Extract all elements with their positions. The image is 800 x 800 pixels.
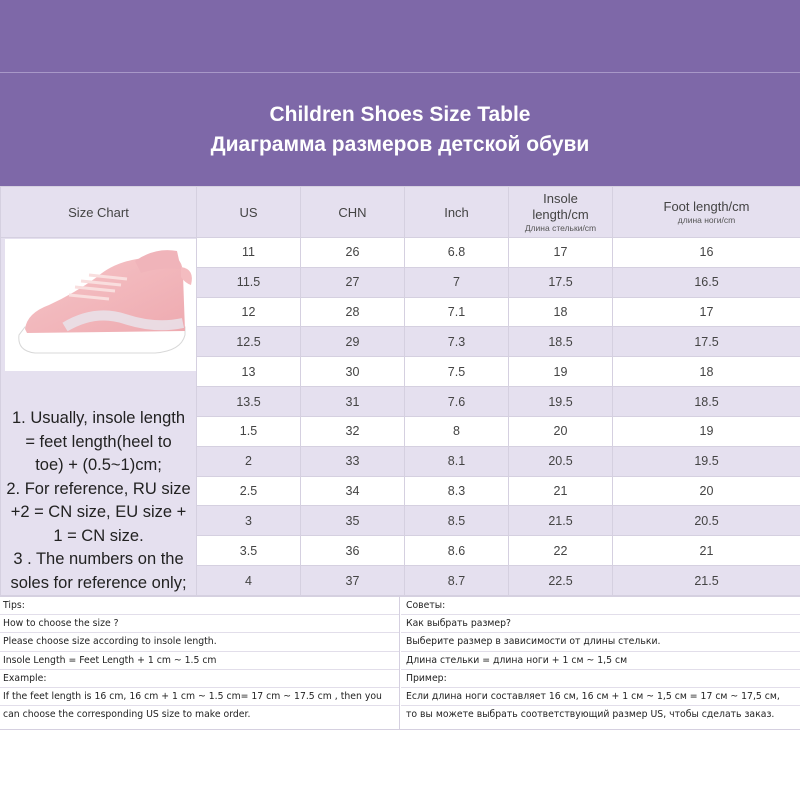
tip-line: то вы можете выбрать соответствующий размер US, чтобы сделать заказ. [401,705,800,723]
cell-insole: 22 [509,536,613,566]
title-russian: Диаграмма размеров детской обуви [210,133,590,156]
cell-foot: 20 [613,476,800,506]
cell-us: 4 [197,566,301,596]
cell-foot: 19 [613,416,800,446]
col-header-insole [509,187,613,238]
cell-chn: 37 [301,566,405,596]
cell-insole: 19.5 [509,387,613,417]
cell-chn: 27 [301,267,405,297]
title-english: Children Shoes Size Table [269,103,531,126]
col-header-inch: Inch [405,187,509,238]
cell-inch: 8.1 [405,446,509,476]
cell-insole: 22.5 [509,566,613,596]
cell-foot: 18.5 [613,387,800,417]
cell-us: 3 [197,506,301,536]
tip-line: Tips: [3,600,25,611]
note-line: 3 . The numbers on the [13,550,184,568]
cell-chn: 28 [301,297,405,327]
insole-header-russian: Длина стельки/cm [524,222,597,233]
cell-foot: 16.5 [613,267,800,297]
cell-inch: 7.3 [405,327,509,357]
col-header-chn: CHN [301,187,405,238]
foot-header-russian: длина ноги/cm [677,214,736,225]
cell-us: 3.5 [197,536,301,566]
cell-inch: 6.8 [405,238,509,268]
cell-insole: 20 [509,416,613,446]
cell-chn: 36 [301,536,405,566]
cell-insole: 18.5 [509,327,613,357]
cell-foot: 17.5 [613,327,800,357]
cell-foot: 20.5 [613,506,800,536]
cell-chn: 35 [301,506,405,536]
tips-english [0,597,400,729]
cell-us: 1.5 [197,416,301,446]
cell-inch: 7.6 [405,387,509,417]
tip-line: Как выбрать размер? [401,614,800,632]
tip-line: Если длина ноги составляет 16 см, 16 см + 1 см ~ 1,5 см = 17 см ~ 17,5 см, [401,687,800,705]
cell-foot: 19.5 [613,446,800,476]
foot-header-line1: Foot length/cm [663,198,750,214]
shoe-image [5,239,197,371]
tip-line: Example: [0,669,399,687]
cell-foot: 18 [613,357,800,387]
cell-chn: 34 [301,476,405,506]
tip-line: If the feet length is 16 cm, 16 cm + 1 cm ~ 1.5 cm= 17 cm ~ 17.5 cm , then you [0,687,399,705]
note-line: 2. For reference, RU size [6,479,191,498]
tip-line: Советы: [406,600,446,611]
cell-insole: 21.5 [509,506,613,536]
cell-chn: 33 [301,446,405,476]
note-line: = feet length(heel to [25,432,172,451]
tips-section [0,596,800,730]
cell-inch: 8.3 [405,476,509,506]
cell-insole: 20.5 [509,446,613,476]
col-header-us: US [197,187,301,238]
cell-insole: 17.5 [509,267,613,297]
cell-foot: 17 [613,297,800,327]
tip-line: Please choose size according to insole length. [0,632,399,650]
note-line: toe) + (0.5~1)cm; [35,456,162,474]
tip-line: Выберите размер в зависимости от длины стельки. [401,632,800,650]
cell-inch: 8.7 [405,566,509,596]
cell-us: 12.5 [197,327,301,357]
top-band [0,0,800,72]
cell-foot: 21 [613,536,800,566]
tip-line: Длина стельки = длина ноги + 1 см ~ 1,5 см [401,651,800,669]
note-line: soles for reference only; [10,573,187,592]
tip-line: Insole Length = Feet Length + 1 cm ~ 1.5 cm [0,651,399,669]
col-header-size-chart: Size Chart [1,187,197,238]
cell-inch: 8.5 [405,506,509,536]
tip-line: Пример: [401,669,800,687]
cell-insole: 19 [509,357,613,387]
cell-chn: 31 [301,387,405,417]
cell-inch: 8 [405,416,509,446]
cell-inch: 7.1 [405,297,509,327]
note-line: 1. Usually, insole length [11,409,186,427]
table-row [1,238,800,268]
cell-us: 13.5 [197,387,301,417]
cell-chn: 30 [301,357,405,387]
cell-insole: 21 [509,476,613,506]
cell-inch: 7.5 [405,357,509,387]
cell-chn: 29 [301,327,405,357]
cell-us: 13 [197,357,301,387]
cell-chn: 26 [301,238,405,268]
cell-us: 2 [197,446,301,476]
bottom-margin [0,730,800,800]
tip-line: How to choose the size ? [0,614,399,632]
cell-insole: 17 [509,238,613,268]
cell-inch: 8.6 [405,536,509,566]
size-notes [1,371,196,595]
cell-chn: 32 [301,416,405,446]
tip-line: can choose the corresponding US size to make order. [0,705,399,723]
note-line: 1 = CN size. [53,526,144,545]
product-info-cell [1,238,197,596]
page-header [0,72,800,187]
cell-us: 12 [197,297,301,327]
size-table [0,186,800,596]
cell-inch: 7 [405,267,509,297]
note-line: +2 = CN size, EU size + [10,503,187,521]
cell-us: 11.5 [197,267,301,297]
insole-header-line1: Insole [543,190,578,206]
table-header-row [1,187,800,238]
cell-us: 11 [197,238,301,268]
cell-insole: 18 [509,297,613,327]
insole-header-line2: length/cm [532,206,589,222]
cell-foot: 16 [613,238,800,268]
cell-foot: 21.5 [613,566,800,596]
col-header-foot [613,187,800,238]
tips-russian [401,597,800,729]
cell-us: 2.5 [197,476,301,506]
